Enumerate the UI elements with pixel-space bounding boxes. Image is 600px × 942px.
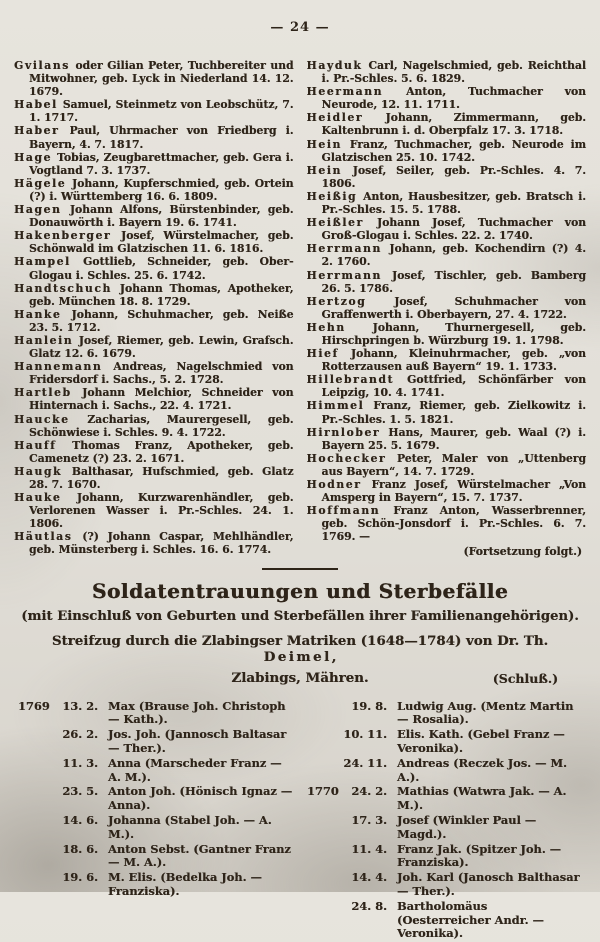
directory-entry	[14, 255, 294, 281]
registry-text: Jos. Joh. (Jannosch Baltasar — Ther.).	[108, 727, 287, 755]
entry-surname: Haber	[14, 124, 60, 138]
entry-text: Franz, Tuchmacher, geb. Neurode im Glatzischen 25. 10. 1742.	[321, 137, 586, 164]
registry-row	[18, 871, 293, 899]
entry-text: (?) Johann Caspar, Mehlhändler, geb. Münsterberg i. Schles. 16. 6. 1774.	[29, 530, 294, 557]
registry-row	[307, 871, 582, 899]
registry-text: Joh. Karl (Janosch Balthasar — Ther.).	[397, 870, 580, 898]
entry-text: Johann, geb. Kochendirn (?) 4. 2. 1760.	[321, 242, 586, 269]
registry-date: 24. 2.	[351, 784, 387, 799]
registry-date: 14. 6.	[62, 812, 98, 827]
entry-text: Tobias, Zeugbarettmacher, geb. Gera i. Vogtland 7. 3. 1737.	[29, 150, 294, 177]
entry-text: Gottlieb, Schneider, geb. Ober-Glogau i. Schles. 25. 6. 1742.	[29, 255, 294, 282]
directory-entry	[14, 465, 294, 491]
registry-date: 11. 3.	[62, 755, 98, 770]
registry-row	[307, 814, 582, 842]
entry-surname: Hanke	[14, 307, 62, 321]
directory-entry	[14, 360, 294, 386]
registry-year	[307, 871, 343, 899]
registry-date: 18. 6.	[62, 841, 98, 856]
closing-note: (Schluß.)	[492, 670, 558, 686]
registry-row	[18, 785, 293, 813]
entry-surname: Hage	[14, 150, 53, 164]
directory-entry	[307, 164, 587, 190]
registry-year: 1769	[18, 698, 50, 713]
byline-prefix: Streifzug durch die Zlabingser Matriken (1648—1784) von Dr. Th.	[51, 632, 549, 649]
directory-right-entries	[307, 59, 587, 543]
registry-date: 10. 11.	[343, 727, 387, 742]
entry-text: Johann, Kurzwarenhändler, geb. Verlorenen Wasser i. Pr.-Schles. 24. 1. 1806.	[29, 491, 294, 531]
entry-text: Franz Josef, Würstelmacher „Von Amsperg in Bayern“, 15. 7. 1737.	[321, 478, 586, 505]
entry-surname: Haugk	[14, 464, 63, 478]
entry-surname: Hief	[306, 347, 339, 361]
entry-text: Zacharias, Maurergesell, geb. Schönwiese i. Schles. 9. 4. 1722.	[29, 412, 294, 439]
registry-text: Franz Jak. (Spitzer Joh. — Franziska).	[397, 841, 562, 870]
directory-entry	[307, 452, 587, 478]
entry-text: Johann Melchior, Schneider von Hinternach i. Sachs., 22. 4. 1721.	[29, 386, 294, 413]
registry-row	[18, 814, 293, 842]
registry-year	[18, 814, 54, 842]
entry-surname: Heidler	[306, 111, 364, 125]
entry-surname: Heißler	[306, 216, 364, 230]
registry-date: 24. 11.	[343, 755, 387, 770]
entry-surname: Hein	[306, 137, 342, 151]
directory-entry	[14, 334, 294, 360]
entry-surname: Hehn	[306, 320, 346, 334]
entry-surname: Heermann	[306, 85, 384, 99]
entry-text: Johann, Schuhmacher, geb. Neiße 23. 5. 1712.	[29, 307, 294, 334]
directory-entry	[307, 242, 587, 268]
entry-text: Hans, Maurer, geb. Waal (?) i. Bayern 25. 5. 1679.	[321, 425, 586, 452]
registry-year	[18, 843, 54, 871]
directory-entry	[307, 347, 587, 373]
entry-text: Gottfried, Schönfärber von Leipzig, 10. 4. 1741.	[321, 373, 586, 400]
directory-columns	[14, 59, 586, 559]
entry-text: Josef, Schuhmacher von Graffenwerth i. Oberbayern, 27. 4. 1722.	[321, 294, 586, 321]
registry-year	[18, 785, 54, 813]
registry-year	[307, 757, 343, 785]
directory-entry	[307, 321, 587, 347]
entry-surname: Haucke	[14, 412, 70, 426]
entry-surname: Hoffmann	[306, 504, 381, 518]
registry-date: 17. 3.	[351, 812, 387, 827]
directory-entry	[14, 98, 294, 124]
entry-surname: Herrmann	[306, 268, 382, 282]
entry-surname: Hampel	[14, 255, 71, 269]
section-byline-line2	[14, 670, 586, 686]
entry-text: Carl, Nagelschmied, geb. Reichthal i. Pr.-Schles. 5. 6. 1829.	[321, 59, 586, 86]
directory-entry	[14, 151, 294, 177]
entry-surname: Hayduk	[306, 59, 363, 72]
directory-entry	[307, 478, 587, 504]
entry-surname: Hannemann	[14, 360, 103, 374]
directory-entry	[14, 439, 294, 465]
directory-entry	[14, 386, 294, 412]
directory-entry	[307, 111, 587, 137]
registry-row	[18, 728, 293, 756]
entry-surname: Himmel	[306, 399, 365, 413]
registry-date: 11. 4.	[351, 841, 387, 856]
registry-left-column	[18, 700, 293, 942]
entry-text: Johann, Kleinuhrmacher, geb. „von Rotterzausen auß Bayern“ 19. 1. 1733.	[321, 347, 586, 374]
entry-text: Johann Alfons, Bürstenbinder, geb. Donauwörth i. Bayern 19. 6. 1741.	[29, 203, 294, 230]
entry-surname: Hirnlober	[306, 425, 381, 439]
registry-row	[307, 700, 582, 728]
entry-surname: Hartleb	[14, 386, 72, 400]
entry-surname: Hertzog	[306, 294, 367, 308]
entry-surname: Handtschuch	[14, 281, 112, 295]
registry-date: 26. 2.	[62, 727, 98, 742]
registry-row	[307, 843, 582, 871]
registry-date: 24. 8.	[351, 898, 387, 913]
directory-entry	[307, 269, 587, 295]
registry-right-column	[307, 700, 582, 942]
entry-text: Franz, Riemer, geb. Zielkowitz i. Pr.-Schles. 1. 5. 1821.	[321, 399, 586, 426]
registry-year	[18, 728, 54, 756]
registry-text: Andreas (Reczek Jos. — M. A.).	[397, 755, 567, 784]
byline-suffix: ,	[331, 648, 337, 665]
registry-text: Bartholomäus (Oesterreicher Andr. — Veronika).	[397, 898, 544, 941]
entry-text: Samuel, Steinmetz von Leobschütz, 7. 1. 1717.	[29, 98, 294, 125]
entry-text: Johann Josef, Tuchmacher von Groß-Glogau i. Schles. 22. 2. 1740.	[321, 216, 586, 243]
directory-entry	[14, 124, 294, 150]
registry-date: 19. 6.	[62, 870, 98, 885]
directory-entry	[307, 216, 587, 242]
directory-entry	[307, 426, 587, 452]
registry-year	[307, 814, 343, 842]
registry-text: Mathias (Watwra Jak. — A. M.).	[397, 784, 567, 813]
registry-text: Elis. Kath. (Gebel Franz — Veronika).	[397, 727, 565, 755]
section-subtitle: (mit Einschluß von Geburten und Sterbefällen ihrer Familienangehörigen).	[21, 608, 579, 624]
registry-text: Max (Brause Joh. Christoph — Kath.).	[108, 698, 286, 727]
section-byline	[14, 633, 586, 665]
directory-entry	[14, 177, 294, 203]
page-number: — 24 —	[270, 20, 330, 35]
registry-text: Anna (Marscheder Franz — A. M.).	[108, 755, 282, 784]
directory-entry	[14, 530, 294, 556]
registry-year	[307, 900, 343, 941]
registry-row	[18, 700, 293, 728]
entry-text: Paul, Uhrmacher von Friedberg i. Bayern, 4. 7. 1817.	[29, 124, 294, 151]
directory-entry	[14, 413, 294, 439]
registry-row	[307, 900, 582, 941]
registry-row	[18, 757, 293, 785]
registry-year	[18, 871, 54, 899]
entry-surname: Hanlein	[14, 333, 74, 347]
byline-author: Deimel	[263, 648, 332, 665]
registry-year	[307, 700, 343, 728]
registry-date: 19. 8.	[351, 698, 387, 713]
registry-text: Anton Sebst. (Gantner Franz — M. A.).	[108, 841, 291, 870]
entry-text: Anton, Hausbesitzer, geb. Bratsch i. Pr.-Schles. 15. 5. 1788.	[321, 189, 586, 217]
entry-text: Johann, Kupferschmied, geb. Ortein (?) i. Württemberg 16. 6. 1809.	[29, 176, 294, 203]
directory-entry	[14, 308, 294, 334]
registry-text: Ludwig Aug. (Mentz Martin — Rosalia).	[397, 698, 574, 727]
entry-surname: Hauke	[14, 491, 62, 505]
registry-row	[307, 757, 582, 785]
entry-text: Balthasar, Hufschmied, geb. Glatz 28. 7. 1670.	[29, 464, 294, 491]
entry-text: Anton, Tuchmacher von Neurode, 12. 11. 1711.	[321, 85, 586, 112]
directory-entry	[14, 229, 294, 255]
directory-entry	[307, 85, 587, 111]
entry-surname: Hakenberger	[14, 229, 112, 243]
entry-surname: Häutlas	[14, 530, 73, 544]
directory-right-column	[307, 59, 587, 559]
entry-surname: Gvilans	[14, 59, 70, 72]
registry-year	[307, 728, 343, 756]
directory-left-column	[14, 59, 294, 559]
entry-text: Andreas, Nagelschmied von Fridersdorf i. Sachs., 5. 2. 1728.	[29, 360, 294, 387]
entry-text: Johann, Zimmermann, geb. Kaltenbrunn i. d. Oberpfalz 17. 3. 1718.	[321, 111, 586, 138]
registry-text: Josef (Winkler Paul — Magd.).	[397, 812, 537, 841]
registry-date: 13. 2.	[62, 698, 98, 713]
entry-surname: Hägele	[14, 176, 67, 190]
directory-entry	[14, 59, 294, 98]
registry-year	[18, 757, 54, 785]
directory-entry	[307, 504, 587, 543]
entry-surname: Herrmann	[306, 242, 382, 256]
directory-entry	[307, 295, 587, 321]
registry-year: 1770	[307, 784, 339, 799]
registry-text: M. Elis. (Bedelka Joh. — Franziska).	[108, 870, 262, 898]
continuation-note: (Fortsetzung folgt.)	[463, 545, 582, 559]
registry-row	[307, 728, 582, 756]
entry-text: Josef, Riemer, geb. Lewin, Grafsch. Glatz 12. 6. 1679.	[29, 333, 294, 361]
directory-entry	[14, 491, 294, 530]
registry-row	[18, 843, 293, 871]
section-divider-rule	[262, 568, 338, 570]
byline-place: Zlabings, Mähren.	[231, 669, 369, 686]
section-title: Soldatentrauungen und Sterbefälle	[91, 578, 509, 603]
directory-entry	[307, 373, 587, 399]
entry-text: Peter, Maler von „Uttenberg aus Bayern“, 14. 7. 1729.	[321, 451, 586, 478]
entry-text: oder Gilian Peter, Tuchbereiter und Mitwohner, geb. Lyck in Niederland 14. 12. 1679.	[29, 59, 294, 99]
entry-surname: Heißig	[306, 189, 358, 203]
entry-text: Josef, Seiler, geb. Pr.-Schles. 4. 7. 1806.	[321, 163, 586, 190]
entry-text: Johann, Thurnergesell, geb. Hirschpringen b. Würzburg 19. 1. 1798.	[321, 320, 586, 347]
directory-entry	[307, 138, 587, 164]
entry-surname: Hagen	[14, 203, 62, 217]
directory-entry	[307, 190, 587, 216]
registry-year	[307, 843, 343, 871]
directory-entry	[307, 59, 587, 85]
registry-date: 23. 5.	[62, 784, 98, 799]
entry-surname: Habel	[14, 98, 58, 112]
registry-date: 14. 4.	[351, 870, 387, 885]
entry-text: Franz Anton, Wasserbrenner, geb. Schön-Jonsdorf i. Pr.-Schles. 6. 7. 1769. —	[321, 504, 586, 544]
entry-surname: Hauff	[14, 438, 57, 452]
registry-text: Anton Joh. (Hönisch Ignaz — Anna).	[108, 784, 293, 813]
entry-surname: Hochecker	[306, 451, 387, 465]
entry-surname: Hein	[306, 163, 342, 177]
directory-entry	[307, 399, 587, 425]
directory-entry	[14, 203, 294, 229]
entry-text: Thomas Franz, Apotheker, geb. Camenetz (?) 23. 2. 1671.	[29, 438, 294, 465]
entry-text: Josef, Würstelmacher, geb. Schönwald im Glatzischen 11. 6. 1816.	[29, 229, 294, 256]
entry-text: Josef, Tischler, geb. Bamberg 26. 5. 1786.	[321, 268, 586, 295]
registry-columns	[14, 700, 586, 942]
entry-surname: Hodner	[306, 478, 362, 491]
entry-surname: Hillebrandt	[306, 373, 395, 387]
registry-row	[307, 785, 582, 813]
entry-text: Johann Thomas, Apotheker, geb. München 18. 8. 1729.	[29, 281, 294, 308]
directory-entry	[14, 282, 294, 308]
registry-text: Johanna (Stabel Joh. — A. M.).	[108, 812, 272, 841]
